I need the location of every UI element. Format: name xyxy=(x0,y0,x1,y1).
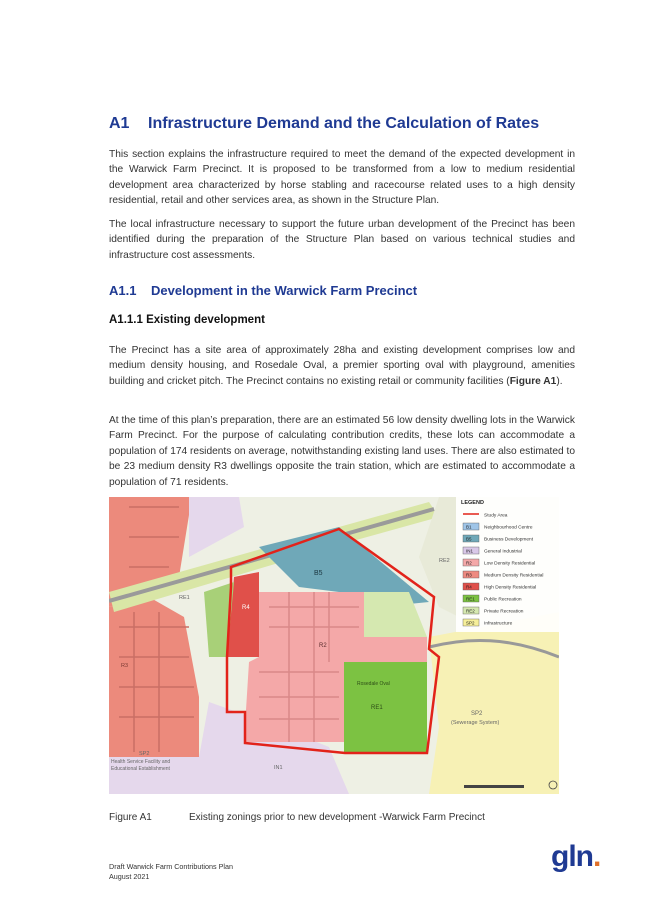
legend-code: R4 xyxy=(466,584,472,590)
section-title: Infrastructure Demand and the Calculation of Rates xyxy=(148,115,540,132)
footer-title: Draft Warwick Farm Contributions Plan xyxy=(109,862,233,871)
legend-label: Public Recreation xyxy=(484,597,522,603)
legend-label: Neighbourhood Centre xyxy=(484,525,533,531)
existing-development-paragraph-1 xyxy=(109,343,575,389)
logo-dot: . xyxy=(593,840,601,873)
legend-code: IN1 xyxy=(466,548,474,554)
legend-code: B1 xyxy=(466,524,472,530)
legend-code: SP2 xyxy=(466,620,475,626)
zoning-map xyxy=(109,497,559,794)
paragraph-end: ). xyxy=(556,375,563,387)
legend-title: LEGEND xyxy=(461,500,484,506)
legend-label: Study Area xyxy=(484,513,508,519)
figure-caption xyxy=(109,812,485,823)
map-label-in1: IN1 xyxy=(274,765,283,771)
legend-label: General Industrial xyxy=(484,549,522,555)
footer xyxy=(109,862,233,882)
map-label-re1: RE1 xyxy=(371,705,383,711)
figure-label: Figure A1 xyxy=(109,812,152,823)
map-label-b5: B5 xyxy=(314,570,323,577)
logo-text: gln xyxy=(551,840,593,873)
zone-re1-oval xyxy=(344,662,427,752)
legend-label: Medium Density Residential xyxy=(484,573,544,579)
map-label-sp2-health-sub1: Health Service Facility and xyxy=(111,759,171,765)
section-paragraph-2: The local infrastructure necessary to support the future urban development of the Precinct has been identified during the preparation of the Structure Plan based on various technical studies and infrastructure cost assessments. xyxy=(109,219,575,261)
legend-label: Infrastructure xyxy=(484,621,513,627)
legend-code: RE2 xyxy=(466,608,475,614)
section-heading xyxy=(109,115,539,133)
map-label-sp2-sewer: SP2 xyxy=(471,711,483,717)
map-label-sp2-health-sub2: Educational Establishment xyxy=(111,766,170,772)
subsubsection-heading: A1.1.1 Existing development xyxy=(109,314,265,326)
footer-date: August 2021 xyxy=(109,872,150,881)
legend-code: B5 xyxy=(466,536,472,542)
section-paragraph-1: This section explains the infrastructure required to meet the demand of the expected development in the Warwick Farm Precinct. It is proposed to be transformed from a low to medium residential development area characterized by horse stabling and racecourse related uses to a high density residential, retail and other services area, as shown in the Structure Plan. xyxy=(109,149,575,207)
figure-caption-text: Existing zonings prior to new development -Warwick Farm Precinct xyxy=(189,812,485,823)
figure-reference: Figure A1 xyxy=(509,375,557,387)
map-label-sp2-sewer-sub: (Sewerage System) xyxy=(451,720,500,726)
zone-sp2-sewerage xyxy=(429,612,559,794)
legend-label: Low Density Residential xyxy=(484,561,536,567)
existing-development-paragraph-2: At the time of this plan’s preparation, there are an estimated 56 low density dwelling lots in the Warwick Farm Precinct. For the purpose of calculating contribution credits, these lots can accommodate a population of 174 residents on average, notwithstanding existing land uses. There are also estimated to be 23 medium density R3 dwellings opposite the train station, which are estimated to accommodate a population of 71 residents. xyxy=(109,415,575,488)
scale-bar xyxy=(464,785,524,788)
subsection-title: Development in the Warwick Farm Precinct xyxy=(151,283,418,298)
map-label-rosedale: Rosedale Oval xyxy=(357,681,390,687)
legend-label: Private Recreation xyxy=(484,609,524,615)
subsection-number: A1.1 xyxy=(109,283,137,298)
legend-code: R2 xyxy=(466,560,472,566)
paragraph-text: The Precinct has a site area of approximately 28ha and existing development comprises low and medium density housing, and Rosedale Oval, a premier sporting oval with playground, amenities building and cricket pitch. The Precinct contains no existing retail or community facilities ( xyxy=(109,345,575,387)
gln-logo xyxy=(551,840,600,874)
map-label-re1-west: RE1 xyxy=(179,595,190,601)
legend-code: R3 xyxy=(466,572,472,578)
legend-label: Business Development xyxy=(484,537,534,543)
map-label-r2: R2 xyxy=(319,643,327,649)
legend-code: RE1 xyxy=(466,596,475,602)
section-number: A1 xyxy=(109,115,130,132)
map-label-sp2-health: SP2 xyxy=(139,751,150,757)
map-label-re2: RE2 xyxy=(439,558,450,564)
subsection-heading xyxy=(109,283,417,298)
map-label-r4: R4 xyxy=(242,605,250,611)
legend-label: High Density Residential xyxy=(484,585,537,591)
map-label-r3: R3 xyxy=(121,663,129,669)
